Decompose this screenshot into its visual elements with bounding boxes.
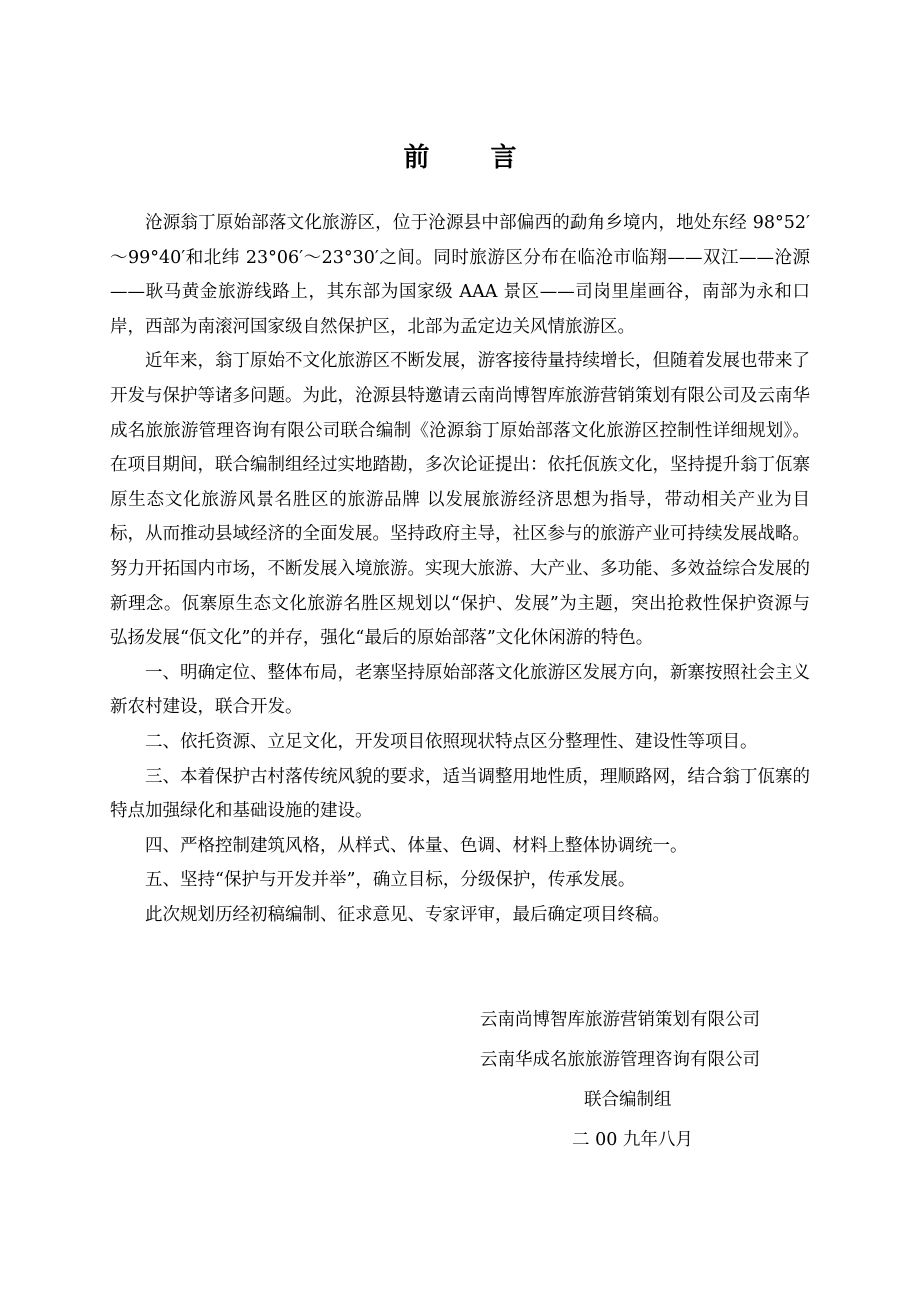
paragraph-principle-2: 二、依托资源、立足文化，开发项目依照现状特点区分整理性、建设性等项目。 [145,731,758,752]
page-title: 前 言 [403,143,543,173]
signature-org-1: 云南尚博智库旅游营销策划有限公司 [480,1010,760,1030]
signature-org-2: 云南华成名旅旅游管理咨询有限公司 [480,1050,760,1070]
paragraph-location: 沧源翁丁原始部落文化旅游区，位于沧源县中部偏西的勐角乡境内，地处东经 98°52′～99°40′和北纬 23°06′～23°30′之间。同时旅游区分布在临沧市临翔——双江——沧源——耿马黄金旅游线路上，其东部为国家级 AAA 景区——司岗里崖画谷，南部为永和口岸，西部为南滚河国家级自然保护区，北部为孟定边关风情旅游区。 [110,213,810,337]
paragraph-closing: 此次规划历经初稿编制、征求意见、专家评审，最后确定项目终稿。 [145,904,670,925]
paragraph-background: 近年来，翁丁原始不文化旅游区不断发展，游客接待量持续增长，但随着发展也带来了开发与保护等诸多问题。为此，沧源县特邀请云南尚博智库旅游营销策划有限公司及云南华成名旅旅游管理咨询有限公司联合编制《沧源翁丁原始部落文化旅游区控制性详细规划》。在项目期间，联合编制组经过实地踏勘，多次论证提出：依托佤族文化，坚持提升翁丁佤寨原生态文化旅游风景名胜区的旅游品牌 以发展旅游经济思想为指导，带动相关产业为目标，从而推动县域经济的全面发展。坚持政府主导，社区参与的旅游产业可持续发展战略。努力开拓国内市场，不断发展入境旅游。实现大旅游、大产业、多功能、多效益综合发展的新理念。佤寨原生态文化旅游名胜区规划以“保护、发展”为主题，突出抢救性保护资源与弘扬发展“佤文化”的并存，强化“最后的原始部落”文化休闲游的特色。 [110,351,810,649]
paragraph-principle-4: 四、严格控制建筑风格，从样式、体量、色调、材料上整体协调统一。 [145,835,688,856]
signature-date: 二 00 九年八月 [572,1130,693,1150]
paragraph-principle-3: 三、本着保护古村落传统风貌的要求，适当调整用地性质，理顺路网，结合翁丁佤寨的特点加强绿化和基础设施的建设。 [110,766,810,822]
signature-block [480,1000,800,1160]
preface-body [110,206,810,932]
paragraph-principle-5: 五、坚持“保护与开发并举”，确立目标，分级保护，传承发展。 [145,870,636,891]
paragraph-principle-1: 一、明确定位、整体布局，老寨坚持原始部落文化旅游区发展方向，新寨按照社会主义新农村建设，联合开发。 [110,662,810,718]
signature-group: 联合编制组 [584,1090,672,1110]
